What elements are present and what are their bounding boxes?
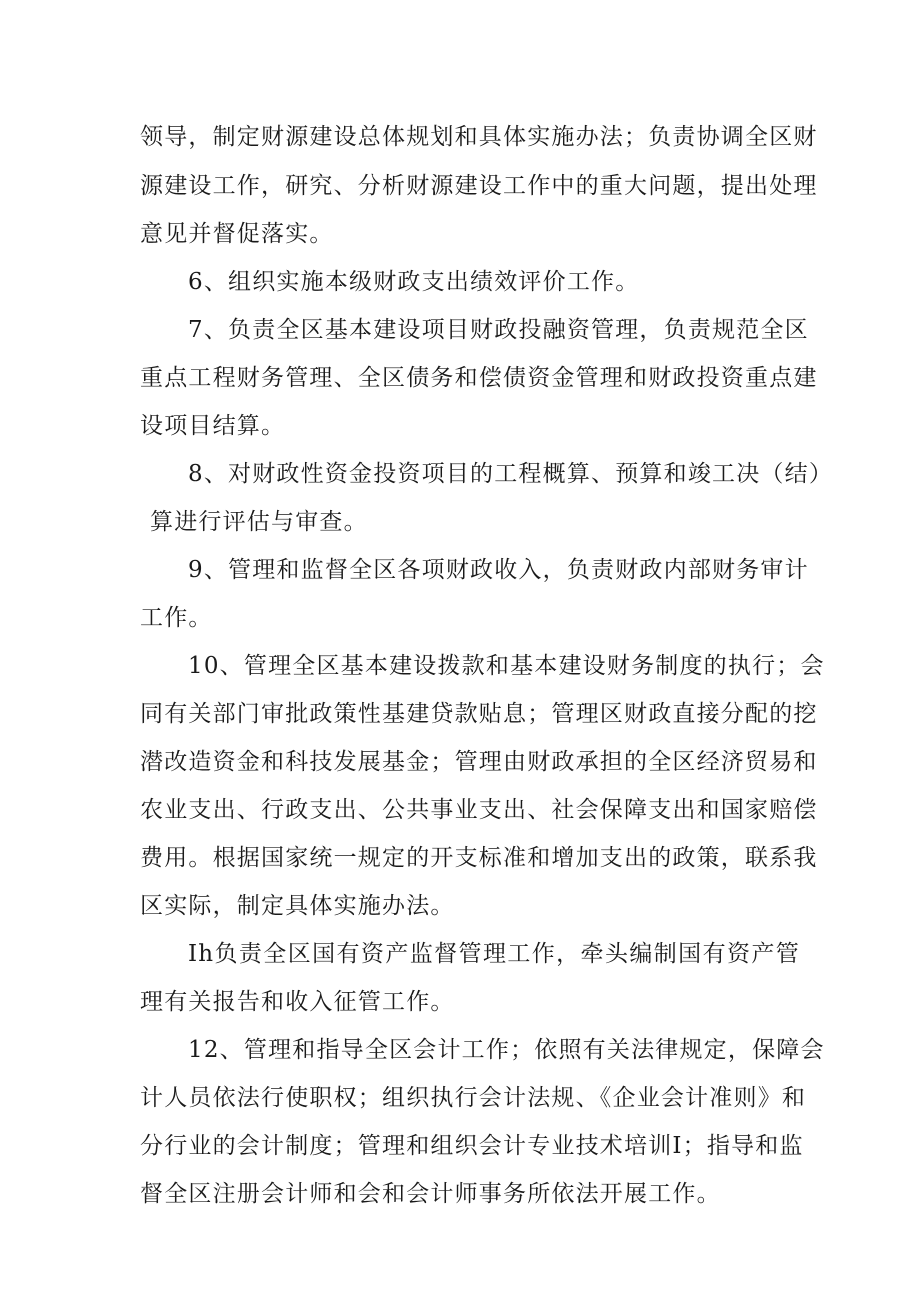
paragraph-7: 7、负责全区基本建设项目财政投融资管理，负责规范全区: [188, 317, 809, 343]
text-line: 工作。: [140, 605, 213, 631]
text-line: 分行业的会计制度；管理和组织会计专业技术培训I；指导和监: [140, 1133, 804, 1159]
text-line: 计人员依法行使职权；组织执行会计法规、《企业会计准则》和: [140, 1085, 807, 1111]
text-line: 区实际，制定具体实施办法。: [140, 893, 455, 919]
text-line: 意见并督促落实。: [140, 221, 334, 247]
text-line: 同有关部门审批政策性基建贷款贴息；管理区财政直接分配的挖: [140, 701, 818, 727]
text-line: 领导，制定财源建设总体规划和具体实施办法；负责协调全区财: [140, 124, 818, 150]
text-line: 理有关报告和收入征管工作。: [140, 989, 455, 1015]
text-line: 督全区注册会计师和会和会计师事务所依法开展工作。: [140, 1181, 721, 1207]
paragraph-10: 10、管理全区基本建设拨款和基本建设财务制度的执行；会: [188, 653, 825, 679]
text-line: 设项目结算。: [140, 413, 286, 439]
paragraph-6: 6、组织实施本级财政支出绩效评价工作。: [188, 269, 640, 295]
text-line: 源建设工作，研究、分析财源建设工作中的重大问题，提出处理: [140, 173, 818, 199]
text-line: 农业支出、行政支出、公共事业支出、社会保障支出和国家赔偿: [140, 797, 818, 823]
text-line: 算进行评估与审查。: [150, 509, 368, 535]
paragraph-9: 9、管理和监督全区各项财政收入，负责财政内部财务审计: [188, 557, 809, 583]
text-line: 费用。根据国家统一规定的开支标准和增加支出的政策，联系我: [140, 845, 818, 871]
text-line: 重点工程财务管理、全区债务和偿债资金管理和财政投资重点建: [140, 365, 818, 391]
paragraph-8: 8、对财政性资金投资项目的工程概算、预算和竣工决（结）: [188, 461, 834, 487]
paragraph-12: 12、管理和指导全区会计工作；依照有关法律规定，保障会: [188, 1037, 825, 1063]
paragraph-11: Ih负责全区国有资产监督管理工作，牵头编制国有资产管: [188, 941, 800, 967]
text-line: 潜改造资金和科技发展基金；管理由财政承担的全区经济贸易和: [140, 749, 818, 775]
